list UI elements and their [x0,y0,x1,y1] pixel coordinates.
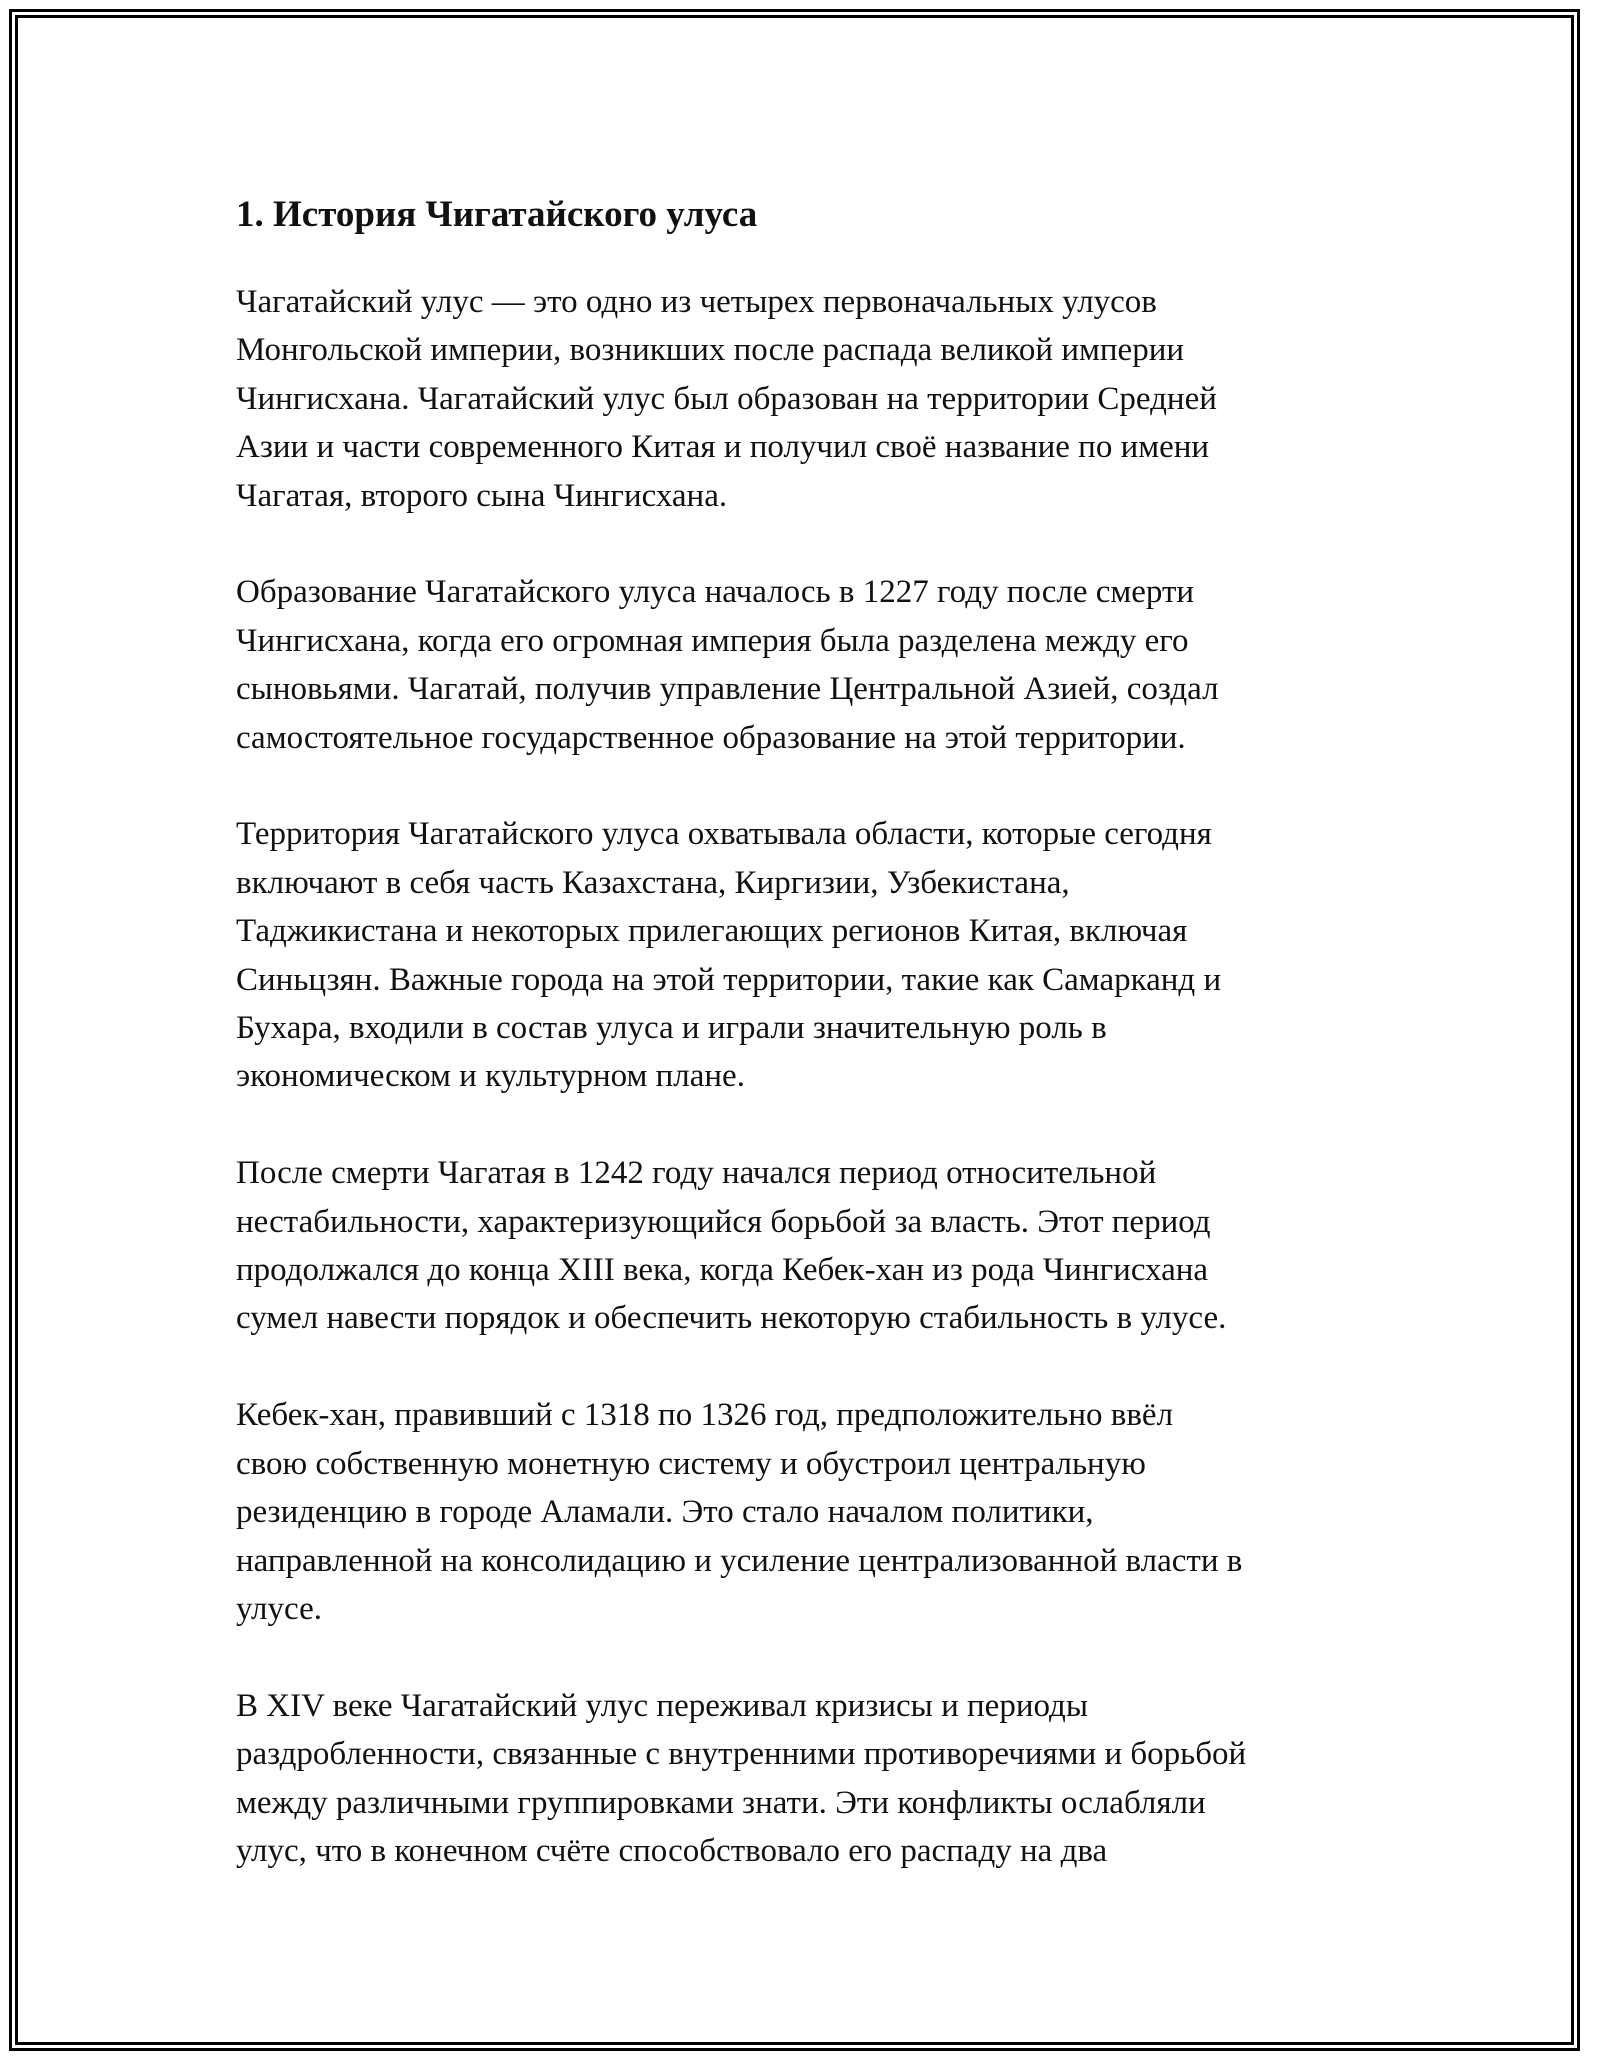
paragraph-territory: Территория Чагатайского улуса охватывала области, которые сегодня включают в себя часть Казахстана, Киргизии, Узбекистана, Таджикистана и некоторых прилегающих регионов Китая, включая Синьцзян. Важные города на этой территории, такие как Самарканд и Бухара, входили в состав улуса и играли значительную роль в экономическом и культурном плане. [236,816,1222,1095]
paragraph-origin: Чагатайский улус — это одно из четырех первоначальных улусов Монгольской империи, возникших после распада великой империи Чингисхана. Чагатайский улус был образован на территории Средней Азии и части современного Китая и получил своё название по имени Чагатая, второго сына Чингисхана. [236,284,1217,514]
paragraph-xiv-century: В XIV веке Чагатайский улус переживал кризисы и периоды раздробленности, связанные с внутренними противоречиями и борьбой между различными группировками знати. Эти конфликты ослабляли улус, что в конечном счёте способствовало его распаду на два [236,1687,1247,1869]
paragraph-formation: Образование Чагатайского улуса началось в 1227 году после смерти Чингисхана, когда его огромная империя была разделена между его сыновьями. Чагатай, получив управление Центральной Азией, создал самостоятельное государственное образование на этой территории. [236,574,1219,756]
section-heading: 1. История Чигатайского улуса [236,194,758,235]
paragraph-kebek-khan: Кебек-хан, правивший с 1318 по 1326 год, предположительно ввёл свою собственную монетную систему и обустроил центральную резиденцию в городе Аламали. Это стало началом политики, направленной на консолидацию и усиление централизованной власти в улусе. [236,1397,1243,1627]
paragraph-instability: После смерти Чагатая в 1242 году начался период относительной нестабильности, характеризующийся борьбой за власть. Этот период продолжался до конца XIII века, когда Кебек-хан из рода Чингисхана сумел навести порядок и обеспечить некоторую стабильность в улусе. [236,1155,1227,1337]
document-body [236,186,1386,1875]
